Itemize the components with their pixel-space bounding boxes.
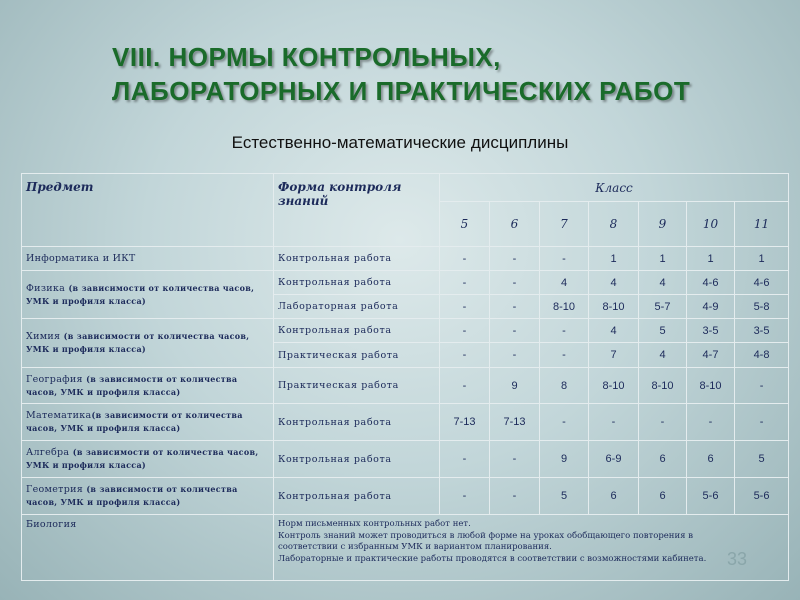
header-subject: Предмет [22, 174, 274, 247]
value-cell: 9 [540, 441, 589, 478]
value-cell: 3-5 [687, 319, 735, 343]
value-cell: 4 [540, 271, 589, 295]
value-cell: - [540, 319, 589, 343]
value-cell: - [440, 368, 490, 404]
value-cell: 8 [540, 368, 589, 404]
grade-8: 8 [589, 202, 639, 247]
value-cell: 5 [735, 441, 789, 478]
subject-cell [22, 478, 274, 515]
value-cell: - [540, 343, 589, 368]
value-cell: 6 [639, 478, 687, 515]
value-cell: 4-8 [735, 343, 789, 368]
subject-name: Геометрия [26, 484, 84, 495]
table-row [22, 319, 789, 343]
subject-cell [22, 515, 274, 581]
value-cell: 4-7 [687, 343, 735, 368]
value-cell: 4 [639, 271, 687, 295]
value-cell: 8-10 [589, 295, 639, 319]
value-cell: - [490, 271, 540, 295]
value-cell: - [440, 441, 490, 478]
value-cell: 8-10 [687, 368, 735, 404]
table-row [22, 247, 789, 271]
value-cell: - [440, 247, 490, 271]
subject-name: Биология [26, 519, 77, 530]
grade-11: 11 [735, 202, 789, 247]
value-cell: 4-9 [687, 295, 735, 319]
header-row [22, 174, 789, 202]
norms-table [21, 173, 789, 581]
form-cell: Контрольная работа [274, 247, 440, 271]
table-row [22, 441, 789, 478]
subject-cell [22, 319, 274, 368]
form-cell: Контрольная работа [274, 404, 440, 441]
value-cell: 5-7 [639, 295, 687, 319]
value-cell: - [490, 478, 540, 515]
subject-note: (в зависимости от количества часов, УМК и профиля класса) [26, 331, 250, 354]
subject-name: Алгебра [26, 447, 70, 458]
slide-title [112, 40, 752, 108]
subject-note: (в зависимости от количества часов, УМК и профиля класса) [26, 373, 238, 397]
value-cell: 9 [490, 368, 540, 404]
value-cell: 1 [687, 247, 735, 271]
value-cell: - [639, 404, 687, 441]
value-cell: - [440, 478, 490, 515]
value-cell: 4 [589, 271, 639, 295]
grade-9: 9 [639, 202, 687, 247]
table-row [22, 478, 789, 515]
table-row [22, 368, 789, 404]
value-cell: 8-10 [540, 295, 589, 319]
value-cell: - [490, 441, 540, 478]
value-cell: - [540, 247, 589, 271]
value-cell: 6 [687, 441, 735, 478]
value-cell: 8-10 [639, 368, 687, 404]
form-cell: Практическая работа [274, 368, 440, 404]
form-cell: Контрольная работа [274, 271, 440, 295]
value-cell: 5-6 [687, 478, 735, 515]
table-row [22, 271, 789, 295]
grade-7: 7 [540, 202, 589, 247]
table-row [22, 515, 789, 581]
form-cell: Практическая работа [274, 343, 440, 368]
biology-note-line: Контроль знаний может проводиться в любой форме на уроках обобщающего повторения в [278, 530, 693, 541]
form-cell: Контрольная работа [274, 319, 440, 343]
biology-note-line: соответствии с избранным УМК и вариантом планирования. [278, 542, 552, 552]
value-cell: - [490, 247, 540, 271]
value-cell: 4-6 [735, 271, 789, 295]
slide-title-line1: VIII. НОРМЫ КОНТРОЛЬНЫХ, [112, 42, 501, 72]
header-class: Класс [440, 174, 789, 202]
value-cell: 4-6 [687, 271, 735, 295]
value-cell: 7-13 [490, 404, 540, 441]
value-cell: 5 [540, 478, 589, 515]
value-cell: - [440, 295, 490, 319]
value-cell: 6 [589, 478, 639, 515]
subject-note: (в зависимости от количества часов, УМК и профиля класса) [26, 282, 255, 306]
header-form: Форма контроля знаний [274, 174, 440, 247]
subject-note: (в зависимости от количества часов, УМК и профиля класса) [26, 484, 238, 507]
slide-title-line2: ЛАБОРАТОРНЫХ И ПРАКТИЧЕСКИХ РАБОТ [112, 76, 691, 106]
value-cell: 4 [639, 343, 687, 368]
value-cell: 1 [589, 247, 639, 271]
subject-cell [22, 404, 274, 441]
value-cell: 5 [639, 319, 687, 343]
subject-cell [22, 271, 274, 319]
subject-note: (в зависимости от количества часов, УМК и профиля класса) [26, 447, 259, 470]
value-cell: - [440, 271, 490, 295]
subject-name: Физика [26, 282, 66, 294]
value-cell: - [490, 319, 540, 343]
value-cell: - [589, 404, 639, 441]
biology-note-line: Лабораторные и практические работы проводятся в соответствии с возможностями кабинета. [278, 553, 707, 564]
slide-subtitle [0, 133, 800, 153]
subject-name: Химия [26, 331, 61, 342]
table-row [22, 404, 789, 441]
value-cell: - [490, 343, 540, 368]
value-cell: 4 [589, 319, 639, 343]
value-cell: 1 [735, 247, 789, 271]
biology-note [274, 515, 789, 581]
value-cell: 7 [589, 343, 639, 368]
value-cell: - [440, 319, 490, 343]
value-cell: 3-5 [735, 319, 789, 343]
biology-note-line: Норм письменных контрольных работ нет. [278, 519, 471, 529]
form-cell: Контрольная работа [274, 441, 440, 478]
value-cell: - [735, 368, 789, 404]
page-number: 33 [727, 549, 748, 569]
value-cell: - [687, 404, 735, 441]
value-cell: 1 [639, 247, 687, 271]
subtitle-part1: Естественно-математические [231, 133, 466, 152]
value-cell: - [440, 343, 490, 368]
grade-5: 5 [440, 202, 490, 247]
subject-name: Информатика и ИКТ [26, 252, 136, 264]
subject-cell [22, 247, 274, 271]
subject-cell [22, 368, 274, 404]
grade-6: 6 [490, 202, 540, 247]
value-cell: 8-10 [589, 368, 639, 404]
value-cell: - [735, 404, 789, 441]
value-cell: 6 [639, 441, 687, 478]
value-cell: - [490, 295, 540, 319]
subtitle-part2: дисциплины [470, 133, 569, 152]
value-cell: 5-8 [735, 295, 789, 319]
grade-10: 10 [687, 202, 735, 247]
value-cell: - [540, 404, 589, 441]
subject-name: Математика [26, 410, 92, 421]
value-cell: 6-9 [589, 441, 639, 478]
subject-name: География [26, 373, 83, 385]
form-cell: Лабораторная работа [274, 295, 440, 319]
value-cell: 7-13 [440, 404, 490, 441]
subject-cell [22, 441, 274, 478]
value-cell: 5-6 [735, 478, 789, 515]
form-cell: Контрольная работа [274, 478, 440, 515]
subject-note: (в зависимости от количества часов, УМК и профиля класса) [26, 410, 243, 433]
